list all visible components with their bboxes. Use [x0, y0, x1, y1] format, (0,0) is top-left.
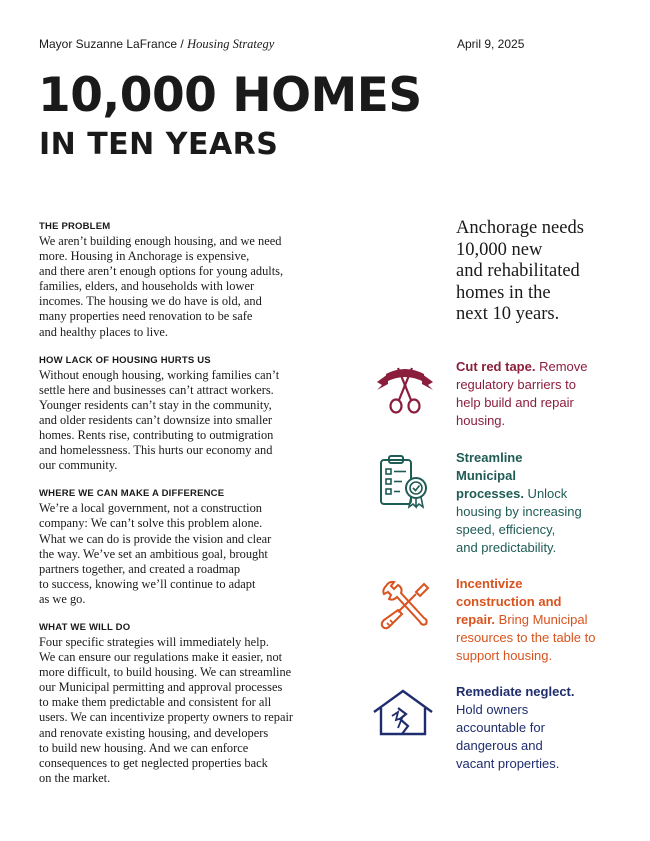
- strategy-line: Streamline: [456, 450, 523, 465]
- section-where-we-can: [39, 487, 329, 607]
- strategy-line: regulatory barriers to: [456, 377, 576, 392]
- strategy-line: housing by increasing: [456, 504, 582, 519]
- strategy-streamline-processes: [456, 449, 621, 557]
- strategy-line: housing.: [456, 413, 506, 428]
- broken-house-icon: [372, 688, 434, 738]
- strategy-line: Hold owners: [456, 702, 529, 717]
- strategy-line: help build and repair: [456, 395, 574, 410]
- strategy-line: Municipal: [456, 468, 516, 483]
- strategy-line: support housing.: [456, 648, 553, 663]
- strategy-line: Cut red tape. Remove: [456, 359, 588, 374]
- scissors-ribbon-icon: [374, 362, 436, 416]
- page-subtitle: IN TEN YEARS: [39, 127, 279, 162]
- strategy-line: Remediate neglect.: [456, 684, 575, 699]
- strategy-line: accountable for: [456, 720, 545, 735]
- section-heading: WHERE WE CAN MAKE A DIFFERENCE: [39, 488, 225, 500]
- section-body: Four specific strategies will immediately help. We can ensure our regulations make it easier, not more difficult, to build housing. We can streamline our Municipal permitting and approval processes to make them predictable and consistent for all users. We can incentivize property owners to repair and renovate existing housing, and developers to build new housing. And we can enforce consequences to get neglected properties back on the market.: [39, 634, 294, 785]
- section-heading: HOW LACK OF HOUSING HURTS US: [39, 354, 211, 366]
- strategy-remediate-neglect: [456, 683, 621, 773]
- author-name: Mayor Suzanne LaFrance: [39, 37, 178, 51]
- strategy-line: construction and: [456, 594, 562, 609]
- section-body: We’re a local government, not a construction company: We can’t solve this problem alone. What we can do is provide the vision and clear the way. We’ve set an ambitious goal, brought partners together, and created a roadmap to success, knowing we’ll continue to adapt as we go.: [39, 501, 272, 606]
- section-how-lack-hurts: [39, 354, 329, 474]
- header-byline: [39, 37, 529, 52]
- section-what-we-will-do: [39, 621, 329, 786]
- strategy-line: repair. Bring Municipal: [456, 612, 588, 627]
- strategy-line: vacant properties.: [456, 756, 560, 771]
- strategy-line: and predictability.: [456, 540, 557, 555]
- document-type: Housing Strategy: [187, 37, 275, 51]
- strategy-line: resources to the table to: [456, 630, 596, 645]
- section-the-problem: [39, 220, 329, 340]
- strategy-line: speed, efficiency,: [456, 522, 556, 537]
- strategy-line: dangerous and: [456, 738, 543, 753]
- strategy-cut-red-tape: [456, 358, 621, 430]
- wrench-screwdriver-icon: [378, 580, 432, 632]
- header-separator: /: [180, 37, 184, 51]
- strategy-line: processes. Unlock: [456, 486, 568, 501]
- strategy-incentivize-construction: [456, 575, 621, 665]
- strategy-line: Incentivize: [456, 576, 523, 591]
- section-heading: WHAT WE WILL DO: [39, 621, 131, 633]
- page-title: 10,000 HOMES: [38, 68, 422, 123]
- section-heading: THE PROBLEM: [39, 221, 111, 232]
- section-body: Without enough housing, working families can’t settle here and businesses can’t attract workers. Younger residents can’t stay in the community, and older residents can’t downsize into smaller homes. Rents rise, contributing to outmigration and homelessness. This hurts our economy and our community.: [39, 367, 280, 473]
- goal-callout: Anchorage needs 10,000 new and rehabilitated homes in the next 10 years.: [456, 218, 584, 324]
- document-date: April 9, 2025: [457, 37, 525, 51]
- checklist-badge-icon: [378, 454, 432, 510]
- body-column: [39, 220, 329, 800]
- section-body: We aren’t building enough housing, and we need more. Housing in Anchorage is expensive, and there aren’t enough options for young adults, families, elders, and households with lower incomes. The housing we do have is old, and many properties need renovation to be safe and healthy places to live.: [39, 234, 284, 339]
